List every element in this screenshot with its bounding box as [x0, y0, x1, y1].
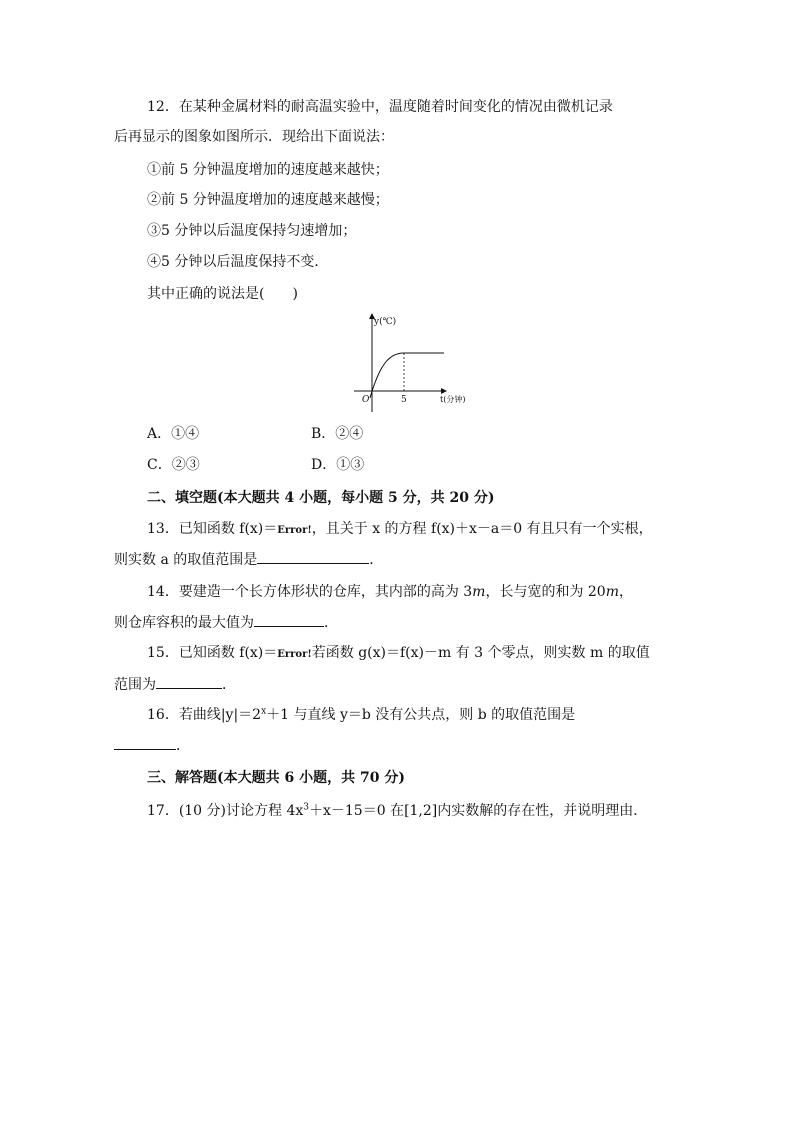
- q15-text-a: 15．已知函数 f(x)＝: [147, 645, 278, 661]
- q14-text-b: ，长与宽的和为 20: [485, 584, 606, 600]
- q15-line2-text: 范围为: [114, 677, 156, 693]
- choice-c-text: ②③: [171, 457, 200, 473]
- q14-answer-blank[interactable]: [254, 612, 324, 627]
- q13-text-a: 13．已知函数 f(x)＝: [147, 521, 278, 537]
- q13-line-2: [114, 549, 383, 570]
- q17-text-b: ＋x－15＝0 在[1,2]内实数解的存在性，并说明理由．: [309, 803, 648, 819]
- q12-statement-2: ②前 5 分钟温度增加的速度越来越慢；: [147, 192, 389, 208]
- choice-b: [311, 424, 363, 444]
- choice-d-letter: D．: [311, 457, 337, 473]
- q13-line-1: [147, 519, 653, 541]
- q14-line-2: [114, 612, 338, 633]
- q17-text-a: 17．(10 分)讨论方程 4x: [147, 803, 304, 819]
- q13-line2-text: 则实数 a 的取值范围是: [114, 552, 258, 568]
- q17-exponent: 3: [303, 802, 309, 813]
- q15-line-2: [114, 674, 236, 695]
- q13-error: Error!: [277, 525, 312, 536]
- q16-answer-blank[interactable]: [114, 735, 176, 750]
- q15-line-1: [147, 643, 650, 665]
- choice-b-letter: B．: [311, 426, 336, 442]
- q13-text-b: ，且关于 x 的方程 f(x)＋x－a＝0 有且只有一个实根，: [311, 521, 653, 537]
- origin-label: O: [362, 395, 370, 405]
- choice-c-letter: C．: [147, 457, 172, 473]
- q14-text-a: 14．要建造一个长方体形状的仓库，其内部的高为 3: [147, 584, 473, 600]
- q16-exponent: x: [261, 706, 267, 717]
- q12-statement-1: ①前 5 分钟温度增加的速度越来越快；: [147, 162, 389, 178]
- q14-unit-2: m: [605, 584, 619, 600]
- q14-unit-1: m: [472, 584, 486, 600]
- q17-line-1: [147, 801, 647, 821]
- q14-end: ．: [324, 615, 338, 631]
- q14-line-1: [147, 582, 633, 602]
- q12-question: 其中正确的说法是( ): [147, 286, 298, 302]
- q15-end: ．: [222, 677, 236, 693]
- q14-text-c: ，: [619, 584, 633, 600]
- q13-end: ．: [369, 552, 384, 568]
- q12-statement-3: ③5 分钟以后温度保持匀速增加；: [147, 223, 357, 239]
- x-tick-label: 5: [401, 395, 407, 405]
- q15-text-b: 若函数 g(x)＝f(x)－m 有 3 个零点，则实数 m 的取值: [311, 645, 650, 661]
- choice-d: [311, 455, 364, 475]
- choice-a-letter: A．: [147, 426, 172, 442]
- q15-error: Error!: [277, 649, 312, 660]
- choice-a: [147, 424, 199, 444]
- q15-answer-blank[interactable]: [156, 674, 222, 689]
- choice-b-text: ②④: [335, 426, 364, 442]
- q12-statement-4: ④5 分钟以后温度保持不变．: [147, 254, 329, 270]
- choice-a-text: ①④: [171, 426, 200, 442]
- section-3-heading: 三、解答题(本大题共 6 小题，共 70 分): [147, 770, 405, 786]
- q16-line-2: [114, 735, 190, 756]
- q13-answer-blank[interactable]: [257, 549, 369, 564]
- choice-d-text: ①③: [336, 457, 365, 473]
- q16-text-b: ＋1 与直线 y＝b 没有公共点，则 b 的取值范围是: [266, 707, 576, 723]
- q16-end: ．: [176, 738, 190, 754]
- q12-line-2: 后再显示的图象如图所示．现给出下面说法：: [114, 129, 394, 145]
- choice-c: [147, 455, 200, 475]
- q16-line-1: [147, 705, 575, 725]
- q14-line2-text: 则仓库容积的最大值为: [114, 615, 254, 631]
- q16-text-a: 16．若曲线|y|＝2: [147, 707, 262, 723]
- temperature-time-graph: [340, 308, 466, 418]
- section-2-heading: 二、填空题(本大题共 4 小题，每小题 5 分，共 20 分): [147, 490, 495, 506]
- y-axis-label: y(℃): [374, 317, 397, 327]
- x-axis-label: t(分钟): [440, 395, 466, 404]
- q12-line-1: 12．在某种金属材料的耐高温实验中，温度随着时间变化的情况由微机记录: [147, 99, 613, 115]
